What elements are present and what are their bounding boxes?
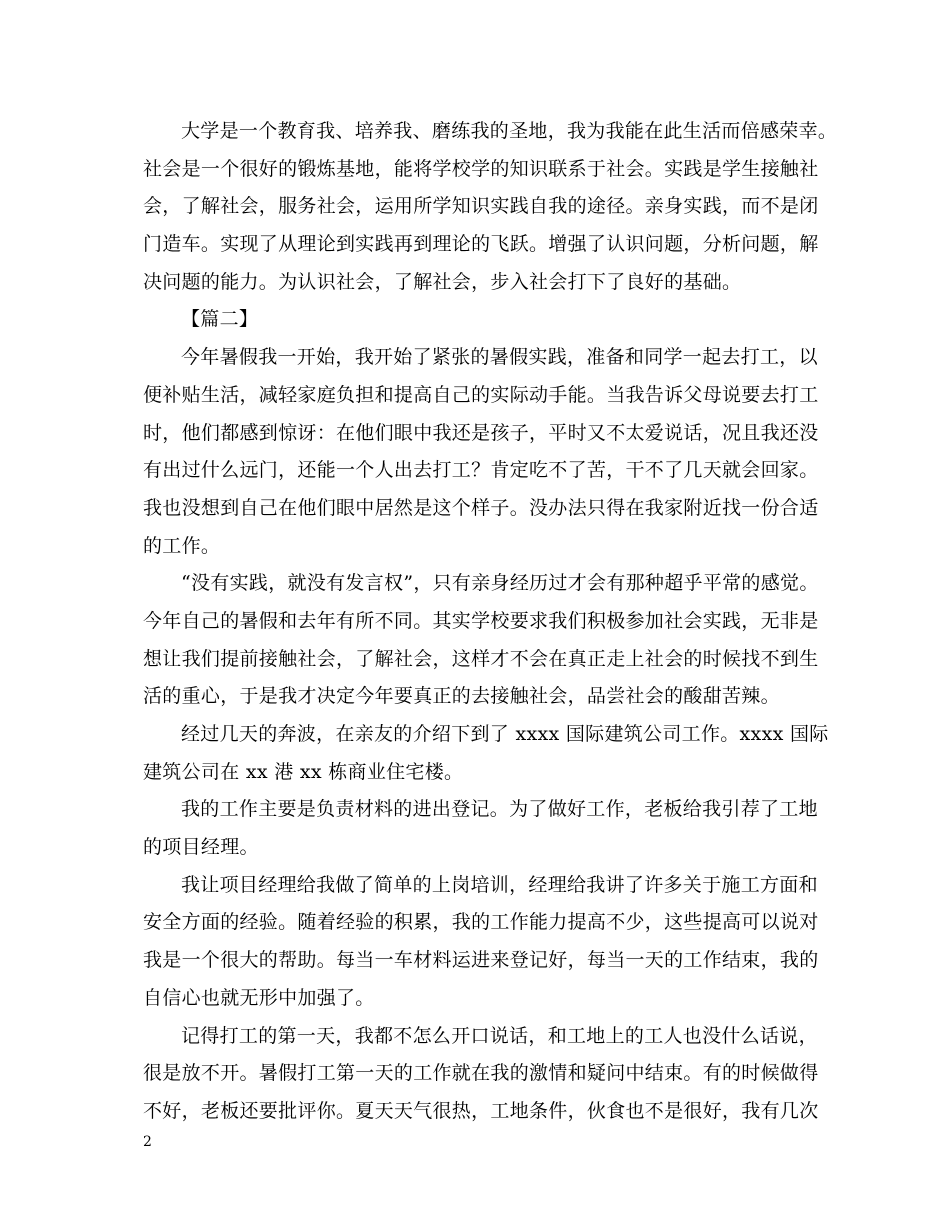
text-line: 便补贴生活，减轻家庭负担和提高自己的实际动手能。当我告诉父母说要去打工 [143,383,819,406]
text-line: 很是放不开。暑假打工第一天的工作就在我的激情和疑问中结束。有的时候做得 [143,1062,819,1085]
text-line: 记得打工的第一天，我都不怎么开口说话，和工地上的工人也没什么话说， [181,1024,818,1047]
text-line: 我是一个很大的帮助。每当一车材料运进来登记好，每当一天的工作结束，我的 [143,949,819,972]
text-line: 安全方面的经验。随着经验的积累，我的工作能力提高不少，这些提高可以说对 [143,911,819,934]
text-line: 我的工作主要是负责材料的进出登记。为了做好工作，老板给我引荐了工地 [181,798,818,821]
text-line: 我让项目经理给我做了简单的上岗培训，经理给我讲了许多关于施工方面和 [181,873,818,896]
text-line: 想让我们提前接触社会，了解社会，这样才不会在真正走上社会的时候找不到生 [143,647,819,670]
page-number: 2 [143,1134,152,1150]
text-line: 会，了解社会，服务社会，运用所学知识实践自我的途径。亲身实践，而不是闭 [143,195,819,218]
text-line: 门造车。实现了从理论到实践再到理论的飞跃。增强了认识问题，分析问题，解 [143,233,819,256]
text-line: 有出过什么远门，还能一个人出去打工？肯定吃不了苦，干不了几天就会回家。 [143,459,819,482]
text-line: 社会是一个很好的锻炼基地，能将学校学的知识联系于社会。实践是学生接触社 [143,157,819,180]
text-line: 建筑公司在 xx 港 xx 栋商业住宅楼。 [143,760,464,783]
body-text [143,113,838,1131]
text-line: 的工作。 [143,534,221,557]
text-line: 的项目经理。 [143,836,259,859]
text-line: “没有实践，就没有发言权”，只有亲身经历过才会有那种超乎平常的感觉。 [181,572,819,595]
text-line: 不好，老板还要批评你。夏天天气很热，工地条件，伙食也不是很好，我有几次 [143,1099,819,1122]
text-line: 今年暑假我一开始，我开始了紧张的暑假实践，准备和同学一起去打工，以 [181,346,818,369]
text-line: 决问题的能力。为认识社会，了解社会，步入社会打下了良好的基础。 [143,270,742,293]
text-line: 自信心也就无形中加强了。 [143,986,375,1009]
text-line: 大学是一个教育我、培养我、磨练我的圣地，我为我能在此生活而倍感荣幸。 [181,120,838,142]
text-line: 今年自己的暑假和去年有所不同。其实学校要求我们积极参加社会实践，无非是 [143,609,819,632]
text-line: 经过几天的奔波，在亲友的介绍下到了 xxxx 国际建筑公司工作。xxxx 国际 [181,723,829,745]
text-line: 活的重心，于是我才决定今年要真正的去接触社会，品尝社会的酸甜苦辣。 [143,685,780,708]
section-heading: 【篇二】 [181,308,259,331]
text-line: 我也没想到自己在他们眼中居然是这个样子。没办法只得在我家附近找一份合适 [143,496,819,519]
text-line: 时，他们都感到惊讶：在他们眼中我还是孩子，平时又不太爱说话，况且我还没 [143,421,819,444]
